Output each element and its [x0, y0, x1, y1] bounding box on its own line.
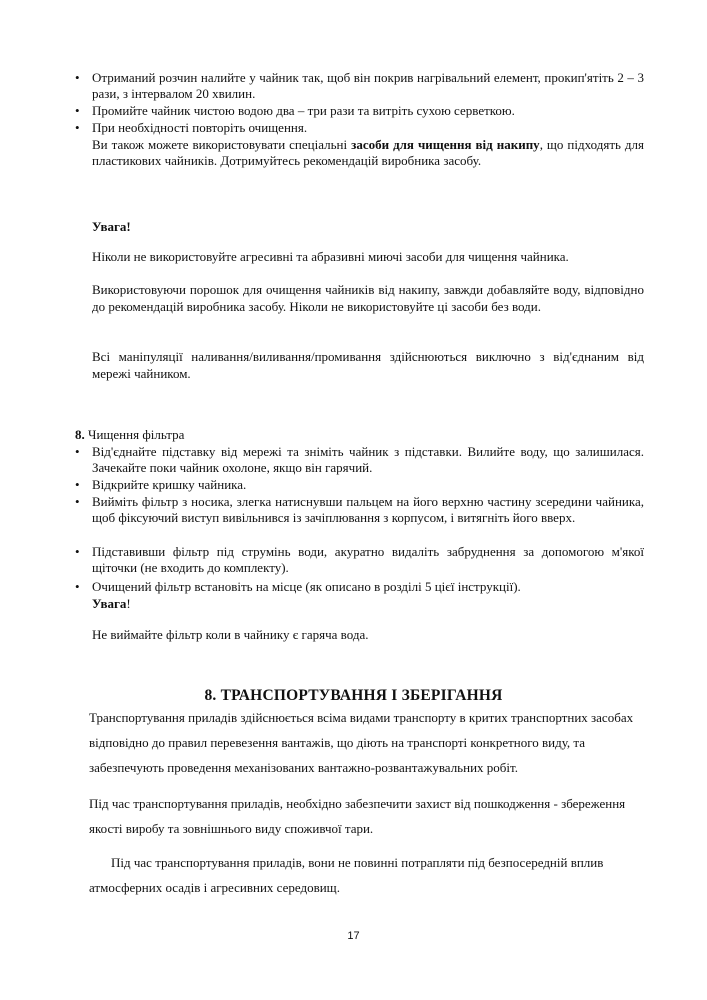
list-item: Промийте чайник чистою водою два – три рази та витріть сухою серветкою.: [92, 103, 515, 118]
warning-title: Увага!: [92, 219, 131, 234]
descaler-note-bold: засоби для чищення від накипу: [351, 137, 540, 152]
list-item: Отриманий розчин налийте у чайник так, щоб він покрив нагрівальний елемент, прокип'ятіть 2 – 3 рази, з інтервалом 20 хвилин.: [92, 70, 644, 101]
section-paragraph: Під час транспортування приладів, необхідно забезпечити захист від пошкодження - збереження якості виробу та зовнішнього виду споживчої тари.: [89, 796, 626, 836]
bullet-marker: •: [75, 477, 80, 492]
bullet-marker: •: [75, 120, 80, 135]
descaler-note: Ви також можете використовувати спеціальні засоби для чищення від накипу, що підходять для пластикових чайників. Дотримуйтесь рекомендацій виробника засобу.: [92, 137, 645, 168]
bullet-marker: •: [75, 70, 80, 85]
filter-title: Чищення фільтра: [88, 427, 185, 442]
list-item: Підставивши фільтр під струмінь води, акуратно видаліть забруднення за допомогою м'якої щіточки (не входить до комплекту).: [92, 544, 644, 575]
bullet-marker: •: [75, 544, 80, 559]
bullet-marker: •: [75, 494, 80, 509]
list-item: Відкрийте кришку чайника.: [92, 477, 247, 492]
list-item: При необхідності повторіть очищення.: [92, 120, 308, 135]
warning-paragraph: Ніколи не використовуйте агресивні та абразивні миючі засоби для чищення чайника.: [92, 249, 569, 264]
section-paragraph: Під час транспортування приладів, вони не повинні потрапляти під безпосередній вплив атмосферних осадів і агресивних середовищ.: [89, 855, 604, 895]
filter-warning-text: Не виймайте фільтр коли в чайнику є гаряча вода.: [92, 627, 369, 642]
section-paragraph: Транспортування приладів здійснюється всіма видами транспорту в критих транспортних засобах відповідно до правил перевезення вантажів, що діють на транспорті конкретного виду, та забезпечують проведення механізованих вантажно-розвантажувальних робіт.: [89, 710, 634, 775]
warning-paragraph: Всі маніпуляції наливання/виливання/промивання здійснюються виключно з від'єднаним від мережі чайником.: [92, 349, 644, 381]
filter-heading: [75, 427, 184, 443]
page-number: 17: [347, 930, 360, 942]
filter-warning-title: Увага!: [92, 596, 131, 611]
list-item: Очищений фільтр встановіть на місце (як описано в розділі 5 цієї інструкції).: [92, 579, 521, 594]
warning-paragraph: Використовуючи порошок для очищення чайників від накипу, завжди добавляйте воду, відповідно до рекомендацій виробника засобу. Ніколи не використовуйте ці засоби без води.: [92, 282, 644, 314]
bullet-marker: •: [75, 103, 80, 118]
bullet-marker: •: [75, 444, 80, 459]
list-item: Від'єднайте підставку від мережі та зніміть чайник з підставки. Вилийте воду, що залишилася. Зачекайте поки чайник охолоне, якщо він гарячий.: [92, 444, 644, 475]
filter-number: 8.: [75, 427, 85, 442]
list-item: Вийміть фільтр з носика, злегка натиснувши пальцем на його верхню частину зсередини чайника, щоб фіксуючий виступ вивільнився із зачіплювання з корпусом, і витягніть його вверх.: [92, 494, 644, 525]
bullet-marker: •: [75, 579, 80, 594]
section-title: 8. ТРАНСПОРТУВАННЯ І ЗБЕРІГАННЯ: [204, 687, 503, 704]
